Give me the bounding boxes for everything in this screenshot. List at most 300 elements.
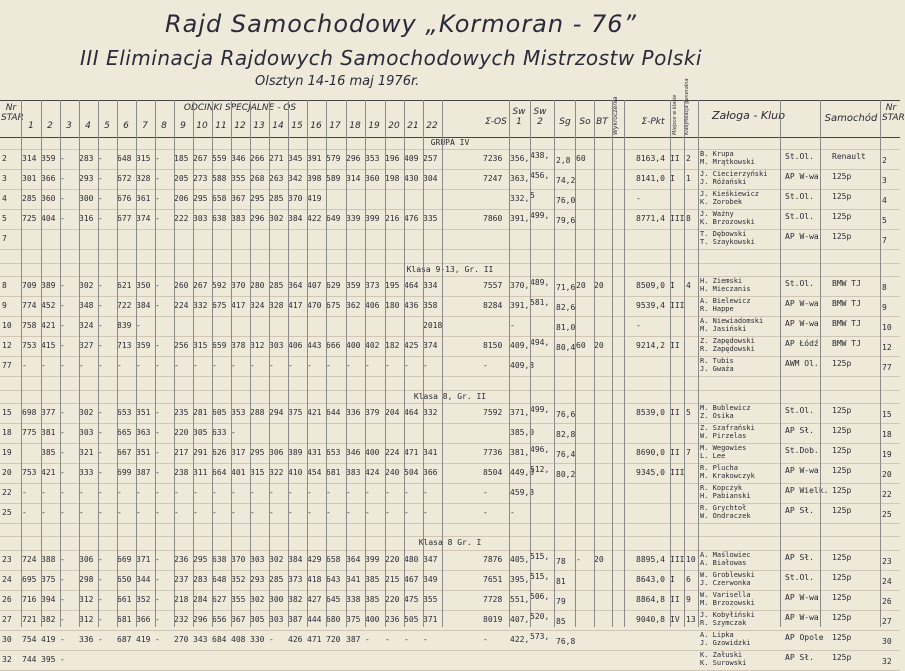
os-time: 314 [346, 174, 361, 184]
os-time: 206 [174, 194, 189, 204]
os-time: 370 [288, 194, 303, 204]
os-time: 629 [326, 281, 341, 291]
start-number-end: 26 [882, 596, 892, 606]
os-time: - [231, 507, 236, 517]
start-number-end: 10 [882, 323, 892, 333]
crew-driver: R. Grychtoł [700, 503, 747, 512]
os-time: 409 [404, 154, 419, 164]
os-time: 382 [41, 614, 56, 624]
sw1-value: 407, [510, 614, 530, 624]
os-time: 436 [404, 301, 419, 311]
so-value: 60 [576, 341, 586, 351]
os-time: - [155, 174, 160, 184]
start-number: 10 [2, 321, 12, 331]
club: AP W-wa [785, 299, 819, 309]
os-time: 375 [288, 407, 303, 417]
os-time: 336 [79, 634, 94, 644]
table-row [0, 591, 900, 611]
os-time: 676 [117, 194, 132, 204]
os-time: - [231, 427, 236, 437]
start-number: 8 [2, 281, 7, 291]
nr-end-header: Nr STAR [882, 103, 905, 123]
os-time: - [22, 361, 27, 371]
club: St.Ol. [785, 152, 814, 162]
os-time: 303 [79, 427, 94, 437]
place-date: Olsztyn 14-16 maj 1976r. [255, 74, 420, 89]
car-model: 125p [832, 485, 852, 495]
so-value: 60 [576, 154, 586, 164]
os-time: - [193, 487, 198, 497]
os-time: 716 [22, 594, 37, 604]
sg-value: 82,8 [556, 429, 576, 439]
sw1-value: 551, [510, 594, 530, 604]
os-time: 305 [250, 614, 265, 624]
os-time: 627 [212, 594, 227, 604]
crew-driver: J. Ciecierzyński [700, 170, 768, 179]
club: St.Ol. [785, 405, 814, 415]
table-row [0, 170, 900, 190]
club: AP Sł. [785, 652, 814, 662]
results-table [0, 137, 900, 671]
os-number-header: 22 [426, 121, 438, 131]
os-time: 333 [79, 467, 94, 477]
general-place: 2 [686, 154, 691, 164]
os-time: - [326, 507, 331, 517]
os-time: - [155, 614, 160, 624]
os-time: 359 [136, 341, 151, 351]
os-time: 419 [307, 194, 322, 204]
document-subtitle: III Eliminacja Rajdowych Samochodowych Mistrzostw Polski [80, 46, 702, 70]
club: AP Sł. [785, 552, 814, 562]
car-model: 125p [832, 192, 852, 202]
os-time: 267 [193, 281, 208, 291]
car-model: 125p [832, 425, 852, 435]
os-time: - [174, 487, 179, 497]
table-row [0, 424, 900, 444]
table-row [0, 551, 900, 571]
sum-pkt: 8163,4 [636, 154, 665, 164]
car-model: BMW TJ [832, 339, 861, 349]
sw2-value: 581, [530, 298, 550, 308]
os-time: - [155, 554, 160, 564]
os-time: 722 [117, 301, 132, 311]
car-model: 125p [832, 172, 852, 182]
os-time: 744 [22, 654, 37, 664]
sum-os: 8019 [483, 614, 503, 624]
os-time: 377 [41, 407, 56, 417]
general-place: 7 [686, 447, 691, 457]
os-time: 350 [136, 281, 151, 291]
os-time: - [136, 321, 141, 331]
os-time: - [60, 654, 65, 664]
so-header: So [579, 117, 591, 127]
os-time: 359 [346, 281, 361, 291]
sw1-value: 409, [510, 341, 530, 351]
club: AP Sł. [785, 505, 814, 515]
crew-codriver: M. Krakowczyk [700, 471, 755, 480]
car-model: BMW TJ [832, 279, 861, 289]
sum-os: 7876 [483, 554, 503, 564]
os-time: - [365, 361, 370, 371]
sg-header: Sg [559, 117, 571, 127]
os-time: - [155, 301, 160, 311]
general-place: 1 [686, 174, 691, 184]
os-time: 753 [22, 467, 37, 477]
sw1-value: 405, [510, 554, 530, 564]
os-time: - [98, 614, 103, 624]
os-time: 330 [250, 634, 265, 644]
os-time: 182 [385, 341, 400, 351]
column-divider [174, 100, 175, 627]
class-place: II [670, 447, 680, 457]
os-time: 421 [41, 321, 56, 331]
start-number: 7 [2, 234, 7, 244]
table-row [0, 337, 900, 357]
os-time: 349 [423, 574, 438, 584]
os-time: - [155, 427, 160, 437]
crew-driver: A. Maślowiec [700, 550, 751, 559]
os-time: 695 [22, 574, 37, 584]
os-time: 467 [404, 574, 419, 584]
os-time: 675 [326, 301, 341, 311]
sg-value: 2,8 [556, 156, 571, 166]
blank-row [0, 524, 900, 537]
crew-driver: T. Dębowski [700, 230, 747, 239]
sw2-value: 489, [530, 278, 550, 288]
os-time: 470 [307, 301, 322, 311]
bt-value: 20 [594, 554, 604, 564]
os-time: 698 [22, 407, 37, 417]
os-time: 753 [22, 341, 37, 351]
os-time: 316 [79, 214, 94, 224]
os-time: 291 [193, 447, 208, 457]
os-time: - [404, 507, 409, 517]
os-time: - [60, 634, 65, 644]
table-row [0, 357, 900, 377]
os-time: 425 [404, 341, 419, 351]
crew-codriver: H. Pabianski [700, 491, 751, 500]
os-time: 681 [117, 614, 132, 624]
crew-codriver: M. Brzozowski [700, 598, 755, 607]
sg-value: 81,0 [556, 323, 576, 333]
os-time: - [155, 407, 160, 417]
os-time: 345 [288, 154, 303, 164]
car-model: 125p [832, 359, 852, 369]
column-divider [117, 100, 118, 627]
crew-driver: J. Ważny [700, 210, 734, 219]
section-row [0, 537, 900, 550]
os-time: - [136, 507, 141, 517]
class-place: III [670, 214, 685, 224]
club: AP W-wa [785, 612, 819, 622]
crew-codriver: K. Brzozowski [700, 218, 755, 227]
os-time: 362 [346, 301, 361, 311]
sw2-value: 499, [530, 404, 550, 414]
os-time: 285 [22, 194, 37, 204]
os-time: 302 [269, 554, 284, 564]
os-time: - [155, 634, 160, 644]
os-time: - [346, 487, 351, 497]
column-divider [594, 100, 595, 627]
os-number-header: 12 [234, 121, 246, 131]
column-divider [365, 100, 366, 627]
os-time: 366 [41, 174, 56, 184]
crew-codriver: M. Mrątkowski [700, 158, 755, 167]
sum-os: 7860 [483, 214, 503, 224]
table-row [0, 317, 900, 337]
os-number-header: 2 [47, 121, 53, 131]
os-time: 315 [193, 341, 208, 351]
club: AP W-wa [785, 592, 819, 602]
sum-os: - [483, 487, 488, 497]
os-time: 215 [385, 574, 400, 584]
os-time: 559 [212, 154, 227, 164]
os-time: - [155, 467, 160, 477]
os-time: 774 [22, 301, 37, 311]
sum-pkt: 9539,4 [636, 301, 665, 311]
os-time: - [98, 321, 103, 331]
crew-codriver: J. Gważa [700, 365, 734, 374]
os-time: 589 [326, 174, 341, 184]
os-time: 306 [269, 447, 284, 457]
sg-value: 76,4 [556, 449, 576, 459]
os-time: - [174, 507, 179, 517]
sum-os: 7592 [483, 407, 503, 417]
os-time: - [385, 634, 390, 644]
sw2-value: 515, [530, 571, 550, 581]
start-number: 4 [2, 194, 7, 204]
os-time: - [98, 361, 103, 371]
os-time: 644 [326, 407, 341, 417]
start-number: 32 [2, 654, 12, 664]
os-time: - [404, 634, 409, 644]
bt-value: 20 [594, 341, 604, 351]
start-number: 3 [2, 174, 7, 184]
os-time: - [269, 507, 274, 517]
os-time: - [117, 507, 122, 517]
os-time: - [60, 594, 65, 604]
os-time: 452 [41, 301, 56, 311]
os-time: - [155, 507, 160, 517]
start-number: 19 [2, 447, 12, 457]
os-time: 353 [231, 407, 246, 417]
os-time: 324 [79, 321, 94, 331]
column-divider [698, 100, 699, 627]
os-number-header: 6 [123, 121, 129, 131]
os-time: 385 [365, 594, 380, 604]
os-time: 681 [326, 467, 341, 477]
sw1-value: 371, [510, 407, 530, 417]
column-divider [136, 100, 137, 627]
column-divider [670, 100, 671, 627]
os-time: 417 [288, 301, 303, 311]
start-number: 25 [2, 507, 12, 517]
crew-driver: B. Krupa [700, 150, 734, 159]
os-time: - [98, 154, 103, 164]
os-time: 410 [288, 467, 303, 477]
sw1-value: 356, [510, 154, 530, 164]
start-number: 2 [2, 154, 7, 164]
start-number-end: 7 [882, 236, 887, 246]
os-time: 400 [365, 614, 380, 624]
os-time: 281 [193, 407, 208, 417]
crew-codriver: R. Zapędowski [700, 345, 755, 354]
os-time: - [155, 487, 160, 497]
column-divider [820, 100, 821, 627]
os-time: - [155, 341, 160, 351]
os-time: 406 [288, 341, 303, 351]
os-time: 283 [193, 574, 208, 584]
os-time: 400 [365, 447, 380, 457]
os-time: 391 [307, 154, 322, 164]
column-divider [212, 100, 213, 627]
os-number-header: 7 [142, 121, 148, 131]
os-time: - [60, 467, 65, 477]
os-time: 398 [307, 174, 322, 184]
crew-codriver: K. Zorobek [700, 198, 743, 207]
blank-row [0, 377, 900, 390]
os-time: 675 [212, 301, 227, 311]
os-time: - [60, 574, 65, 584]
os-time: 332 [193, 301, 208, 311]
os-time: 342 [288, 174, 303, 184]
os-time: 344 [136, 574, 151, 584]
start-number: 15 [2, 407, 12, 417]
car-model: 125p [832, 465, 852, 475]
start-number: 23 [2, 554, 12, 564]
os-time: 504 [404, 467, 419, 477]
os-time: 633 [212, 427, 227, 437]
car-model: 125p [832, 632, 852, 642]
os-time: 339 [346, 214, 361, 224]
column-divider [880, 100, 881, 627]
os-time: 417 [231, 301, 246, 311]
os-time: 680 [326, 614, 341, 624]
club: St.Ol. [785, 192, 814, 202]
sg-value: 76,0 [556, 196, 576, 206]
sw2-value: 456, [530, 171, 550, 181]
crew-driver: M. Bublewicz [700, 403, 751, 412]
os-time: - [326, 487, 331, 497]
column-divider [269, 100, 270, 627]
so-value: 20 [576, 281, 586, 291]
os-time: 684 [212, 634, 227, 644]
os-time: - [22, 487, 27, 497]
start-number: 20 [2, 467, 12, 477]
os-time: 283 [79, 154, 94, 164]
sum-os: - [483, 361, 488, 371]
os-time: 367 [231, 614, 246, 624]
os-time: 422 [307, 214, 322, 224]
os-time: 758 [22, 321, 37, 331]
start-number-end: 32 [882, 656, 892, 666]
os-time: 204 [385, 407, 400, 417]
os-time: - [365, 507, 370, 517]
section-row [0, 391, 900, 404]
os-time: 302 [250, 594, 265, 604]
os-time: 388 [41, 554, 56, 564]
column-divider [385, 100, 386, 627]
sum-os: 7557 [483, 281, 503, 291]
os-time: - [404, 487, 409, 497]
crew-driver: R. Kopczyk [700, 483, 743, 492]
os-time: 384 [136, 301, 151, 311]
table-row [0, 504, 900, 524]
sw2-value: 499, [530, 211, 550, 221]
nr-start-header: Nr STAR [1, 103, 24, 123]
section-row [0, 137, 900, 150]
sw1-value: 370, [510, 281, 530, 291]
os-number-header: 20 [388, 121, 400, 131]
start-number-end: 22 [882, 489, 892, 499]
os-time: 268 [250, 174, 265, 184]
crew-driver: Z. Zapędowski [700, 337, 755, 346]
sw1-value: 385,0 [510, 427, 535, 437]
sw2-value: 506, [530, 591, 550, 601]
os-time: - [79, 361, 84, 371]
os-time: 334 [423, 281, 438, 291]
club: St.Ol. [785, 279, 814, 289]
sw2-value: 512, [530, 464, 550, 474]
os-time: 314 [22, 154, 37, 164]
os-time: 271 [269, 154, 284, 164]
sw1-value: 395, [510, 574, 530, 584]
os-time: 361 [136, 194, 151, 204]
crew-codriver: T. Szaykowski [700, 238, 755, 247]
os-time: - [346, 361, 351, 371]
sum-os: 7247 [483, 174, 503, 184]
os-time: - [79, 507, 84, 517]
os-time: 839 [117, 321, 132, 331]
os-number-header: 21 [407, 121, 419, 131]
crew-driver: J. Kobyłiński [700, 610, 755, 619]
os-time: 300 [79, 194, 94, 204]
os-time: - [155, 574, 160, 584]
os-time: - [60, 321, 65, 331]
start-number-end: 18 [882, 429, 892, 439]
os-time: 659 [212, 341, 227, 351]
os-time: 303 [250, 554, 265, 564]
table-row [0, 150, 900, 170]
class-place: I [670, 574, 675, 584]
os-time: 464 [404, 281, 419, 291]
os-time: 285 [269, 281, 284, 291]
samochod-header: Samochód [824, 113, 878, 124]
os-time: 263 [269, 174, 284, 184]
os-time: - [385, 361, 390, 371]
os-time: 218 [174, 594, 189, 604]
os-time: 336 [346, 407, 361, 417]
club: AP W-wa [785, 319, 819, 329]
column-divider [442, 100, 443, 627]
os-time: 355 [231, 174, 246, 184]
column-divider [423, 100, 424, 627]
car-model: 125p [832, 212, 852, 222]
os-time: - [155, 154, 160, 164]
start-number-end: 24 [882, 576, 892, 586]
sg-value: 81 [556, 576, 566, 586]
os-time: 312 [79, 614, 94, 624]
start-number: 77 [2, 361, 12, 371]
os-time: 754 [22, 634, 37, 644]
os-time: - [385, 507, 390, 517]
column-divider [509, 100, 510, 627]
os-time: - [60, 341, 65, 351]
bt-header: BT [596, 117, 608, 127]
os-time: - [174, 361, 179, 371]
section-label: GRUPA IV [430, 138, 470, 147]
column-divider [193, 100, 194, 627]
